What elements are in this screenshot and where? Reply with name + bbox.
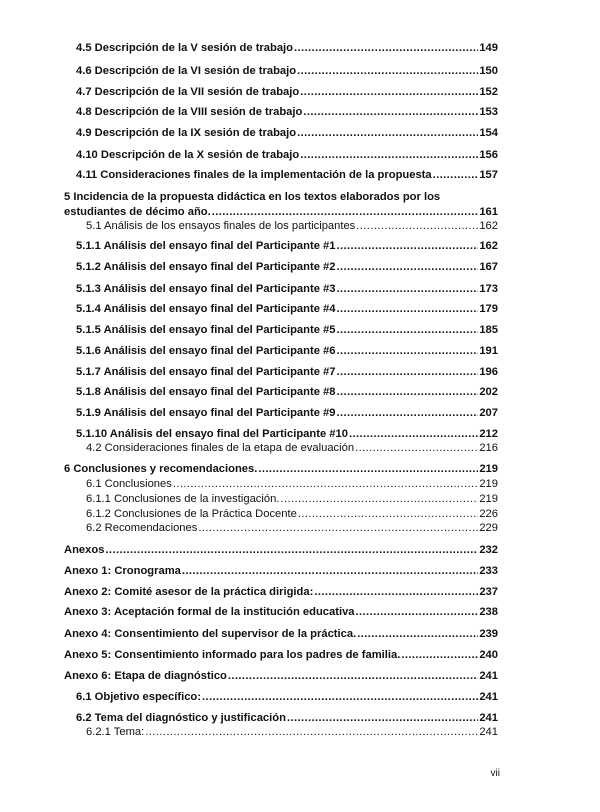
toc-entry xyxy=(76,303,498,316)
dot-leader xyxy=(287,712,478,725)
toc-entry-title: estudiantes de décimo año. xyxy=(64,206,211,218)
toc-entry-page: 232 xyxy=(479,544,498,556)
toc-entry-title: 5.1.8 Análisis del ensayo final del Participante #8 xyxy=(76,386,336,398)
toc-entry-page: 173 xyxy=(479,283,498,295)
toc-entry-title: 5.1.7 Análisis del ensayo final del Participante #7 xyxy=(76,366,336,378)
toc-entry-title: 4.5 Descripción de la V sesión de trabajo xyxy=(76,42,293,54)
dot-leader xyxy=(337,324,479,337)
toc-entry xyxy=(76,691,498,704)
dot-leader xyxy=(401,649,478,662)
toc-entry xyxy=(76,261,498,274)
dot-leader xyxy=(337,386,479,399)
toc-entry xyxy=(76,386,498,399)
toc-entry-page: 233 xyxy=(479,565,498,577)
toc-entry xyxy=(64,565,498,578)
toc-entry-title: 5.1.10 Análisis del ensayo final del Participante #10 xyxy=(76,428,348,440)
dot-leader xyxy=(356,606,479,619)
toc-entry-title: 6.1.1 Conclusiones de la investigación. xyxy=(86,493,280,505)
toc-entry-title: Anexo 5: Consentimiento informado para los padres de familia. xyxy=(64,649,401,661)
toc-entry-title: 5.1.3 Análisis del ensayo final del Participante #3 xyxy=(76,283,336,295)
dot-leader xyxy=(300,86,478,99)
toc-entry-page: 238 xyxy=(479,606,498,618)
dot-leader xyxy=(212,206,479,219)
toc-entry-page: 162 xyxy=(479,220,498,232)
toc-entry xyxy=(76,407,498,420)
toc-entry-page: 152 xyxy=(479,86,498,98)
dot-leader xyxy=(182,565,478,578)
dot-leader xyxy=(228,670,478,683)
toc-entry xyxy=(86,522,498,535)
toc-entry-title: Anexo 6: Etapa de diagnóstico xyxy=(64,670,227,682)
toc-entry-page: 219 xyxy=(479,493,498,505)
toc-entry-page: 226 xyxy=(479,508,498,520)
toc-entry-title: 5.1.2 Análisis del ensayo final del Participante #2 xyxy=(76,261,336,273)
dot-leader xyxy=(355,442,478,455)
toc-entry-page: 157 xyxy=(479,169,498,181)
toc-entry xyxy=(64,544,498,557)
toc-entry-page: 162 xyxy=(479,240,498,252)
toc-entry-page: 150 xyxy=(479,65,498,77)
toc-entry-title: 4.9 Descripción de la IX sesión de trabajo xyxy=(76,127,297,139)
toc-entry xyxy=(86,726,498,739)
toc-entry-page: 239 xyxy=(479,628,498,640)
toc-entry-title: 4.10 Descripción de la X sesión de trabajo xyxy=(76,149,300,161)
dot-leader xyxy=(349,428,478,441)
toc-entry xyxy=(64,206,498,219)
dot-leader xyxy=(337,283,479,296)
toc-entry xyxy=(76,106,498,119)
toc-entry-page: 167 xyxy=(479,261,498,273)
toc-entry-title: 6.1 Conclusiones xyxy=(86,478,172,490)
toc-entry-title: 4.6 Descripción de la VI sesión de trabajo xyxy=(76,65,297,77)
dot-leader xyxy=(337,261,479,274)
toc-entry-title: 5.1.9 Análisis del ensayo final del Participante #9 xyxy=(76,407,336,419)
dot-leader xyxy=(337,345,479,358)
toc-entry-page: 154 xyxy=(479,127,498,139)
toc-entry xyxy=(76,283,498,296)
toc-entry-title: 6 Conclusiones y recomendaciones. xyxy=(64,463,258,475)
toc-entry xyxy=(64,649,498,662)
dot-leader xyxy=(280,493,478,506)
toc-entry-page: 196 xyxy=(479,366,498,378)
toc-entry-title: Anexo 1: Cronograma xyxy=(64,565,181,577)
toc-entry xyxy=(76,366,498,379)
dot-leader xyxy=(300,149,478,162)
dot-leader xyxy=(356,220,478,233)
toc-entry xyxy=(64,670,498,683)
dot-leader xyxy=(298,508,479,521)
toc-entry-page: 241 xyxy=(479,670,498,682)
dot-leader xyxy=(297,65,478,78)
dot-leader xyxy=(202,691,478,704)
toc-entry-title: 4.2 Consideraciones finales de la etapa de evaluación xyxy=(86,442,355,454)
toc-entry xyxy=(64,463,498,476)
dot-leader xyxy=(145,726,478,739)
toc-entry xyxy=(76,345,498,358)
toc-entry-page: 185 xyxy=(479,324,498,336)
dot-leader xyxy=(337,240,479,253)
toc-entry-page: 179 xyxy=(479,303,498,315)
dot-leader xyxy=(433,169,479,182)
toc-entry-page: 153 xyxy=(479,106,498,118)
toc-entry xyxy=(76,428,498,441)
dot-leader xyxy=(105,544,478,557)
dot-leader xyxy=(357,628,478,641)
toc-entry-title: 5.1.6 Análisis del ensayo final del Participante #6 xyxy=(76,345,336,357)
toc-entry-page: 219 xyxy=(479,478,498,490)
toc-entry-page: 191 xyxy=(479,345,498,357)
toc-entry-title: 5.1.1 Análisis del ensayo final del Participante #1 xyxy=(76,240,336,252)
dot-leader xyxy=(314,586,478,599)
toc-entry-page: 240 xyxy=(479,649,498,661)
toc-entry-title: Anexo 3: Aceptación formal de la institución educativa xyxy=(64,606,355,618)
toc-entry xyxy=(76,169,498,182)
dot-leader xyxy=(173,478,479,491)
toc-entry-page: 207 xyxy=(479,407,498,419)
toc-entry-page: 219 xyxy=(479,463,498,475)
toc-entry xyxy=(64,606,498,619)
toc-entry-page: 149 xyxy=(479,42,498,54)
toc-entry xyxy=(86,220,498,233)
page-number: vii xyxy=(490,768,500,779)
toc-entry-title: Anexos xyxy=(64,544,105,556)
toc-entry-title: Anexo 4: Consentimiento del supervisor de la práctica. xyxy=(64,628,357,640)
toc-entry-page: 241 xyxy=(479,712,498,724)
toc-entry xyxy=(76,86,498,99)
toc-entry xyxy=(64,628,498,641)
toc-entry-title: 4.11 Consideraciones finales de la implementación de la propuesta xyxy=(76,169,432,181)
toc-entry-title: 6.2 Recomendaciones xyxy=(86,522,198,534)
dot-leader xyxy=(294,42,478,55)
toc-entry xyxy=(76,324,498,337)
toc-entry xyxy=(76,42,498,55)
toc-entry xyxy=(86,442,498,455)
toc-entry-page: 161 xyxy=(479,206,498,218)
toc-entry-page: 241 xyxy=(479,726,498,738)
toc-entry-title: Anexo 2: Comité asesor de la práctica dirigida: xyxy=(64,586,314,598)
toc-entry xyxy=(76,65,498,78)
toc-entry-page: 212 xyxy=(479,428,498,440)
toc-entry-title: 6.1.2 Conclusiones de la Práctica Docente xyxy=(86,508,297,520)
toc-entry-page: 237 xyxy=(479,586,498,598)
dot-leader xyxy=(303,106,478,119)
toc-entry-title: 6.2 Tema del diagnóstico y justificación xyxy=(76,712,286,724)
dot-leader xyxy=(337,407,479,420)
toc-entry-page: 229 xyxy=(479,522,498,534)
toc-entry-page: 216 xyxy=(479,442,498,454)
toc-entry-title: 5.1.5 Análisis del ensayo final del Participante #5 xyxy=(76,324,336,336)
toc-entry-title: 5.1 Análisis de los ensayos finales de los participantes xyxy=(86,220,356,232)
toc-entry xyxy=(76,712,498,725)
toc-entry xyxy=(86,508,498,521)
dot-leader xyxy=(337,303,479,316)
toc-entry-title: 6.2.1 Tema: xyxy=(86,726,145,738)
toc-entry xyxy=(76,149,498,162)
toc-entry-page: 202 xyxy=(479,386,498,398)
toc-entry-title: 4.7 Descripción de la VII sesión de trabajo xyxy=(76,86,300,98)
toc-entry-title: 4.8 Descripción de la VIII sesión de trabajo xyxy=(76,106,303,118)
toc-entry xyxy=(76,127,498,140)
dot-leader xyxy=(258,463,478,476)
toc-entry xyxy=(64,586,498,599)
toc-chapter-5-heading: 5 Incidencia de la propuesta didáctica en los textos elaborados por los xyxy=(64,191,441,203)
toc-entry-title: 6.1 Objetivo específico: xyxy=(76,691,201,703)
toc-entry-page: 156 xyxy=(479,149,498,161)
dot-leader xyxy=(297,127,478,140)
toc-entry-page: 241 xyxy=(479,691,498,703)
toc-entry xyxy=(76,240,498,253)
dot-leader xyxy=(198,522,478,535)
toc-entry xyxy=(86,493,498,506)
toc-entry-title: 5.1.4 Análisis del ensayo final del Participante #4 xyxy=(76,303,336,315)
dot-leader xyxy=(337,366,479,379)
toc-entry xyxy=(86,478,498,491)
